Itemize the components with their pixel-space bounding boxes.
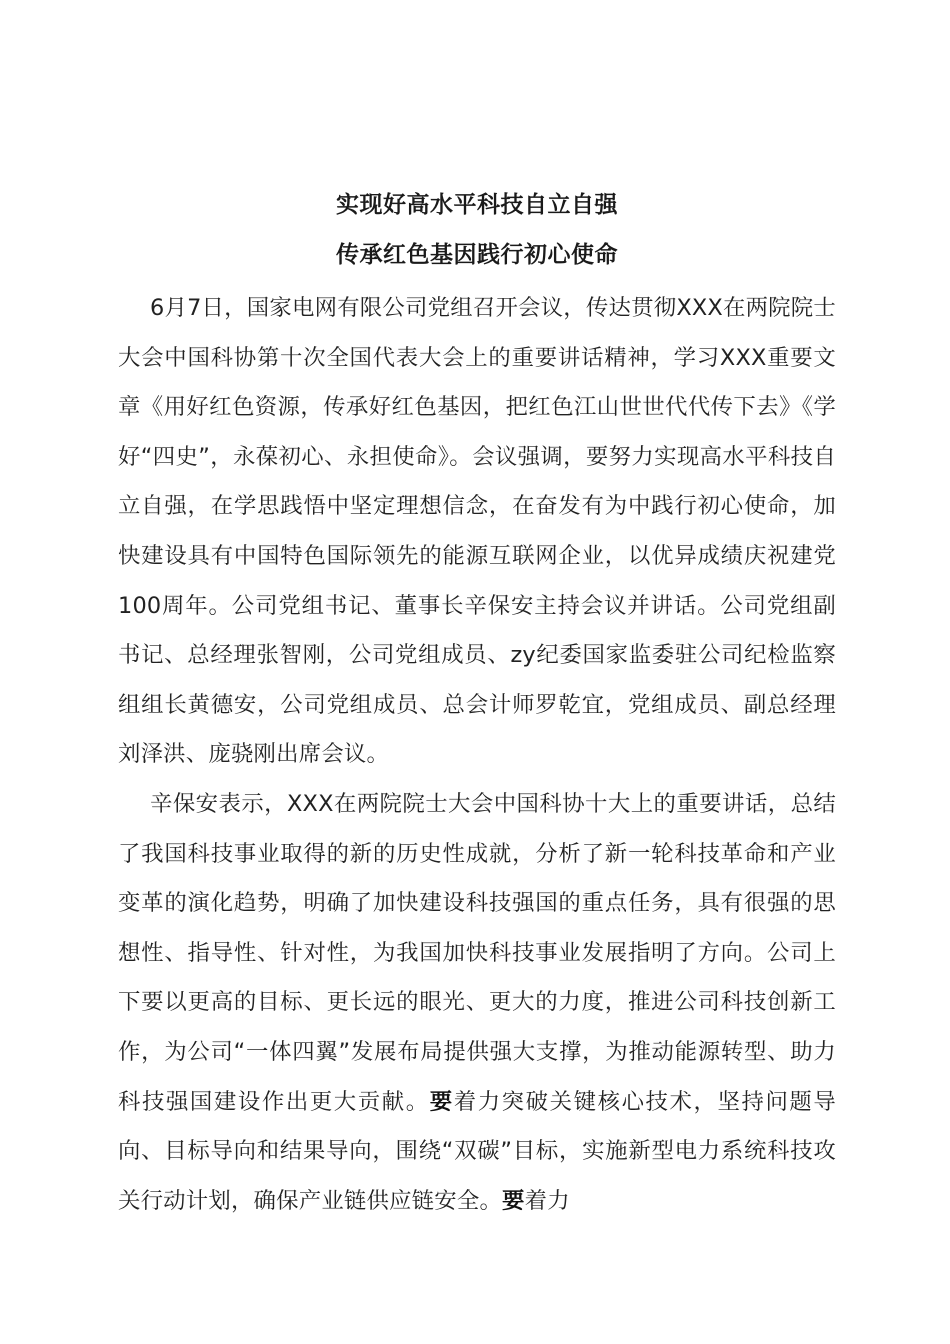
paragraph-2-text-b: 着力突破关键核心技术，坚持问题导向、目标导向和结果导向，围绕“双碳”目标，实施新型电力系统科技攻关行动计划，确保产业链供应链安全。 [118, 1088, 836, 1214]
paragraph-2 [118, 780, 836, 1226]
paragraph-2-emphasis-1: 要 [429, 1088, 454, 1115]
paragraph-2-text-a: 辛保安表示，XXX在两院院士大会中国科协十大上的重要讲话，总结了我国科技事业取得的新的历史性成就，分析了新一轮科技革命和产业变革的演化趋势，明确了加快建设科技强国的重点任务，具有很强的思想性、指导性、针对性，为我国加快科技事业发展指明了方向。公司上下要以更高的目标、更长远的眼光、更大的力度，推进公司科技创新工作，为公司“一体四翼”发展布局提供强大支撑，为推动能源转型、助力科技强国建设作出更大贡献。 [118, 790, 836, 1115]
document-body [118, 284, 836, 1226]
document-title: 实现好高水平科技自立自强 [336, 192, 618, 218]
paragraph-1: 6月7日，国家电网有限公司党组召开会议，传达贯彻XXX在两院院士大会中国科协第十次全国代表大会上的重要讲话精神，学习XXX重要文章《用好红色资源，传承好红色基因，把红色江山世世代代传下去》《学好“四史”，永葆初心、永担使命》。会议强调，要努力实现高水平科技自立自强，在学思践悟中坚定理想信念，在奋发有为中践行初心使命，加快建设具有中国特色国际领先的能源互联网企业，以优异成绩庆祝建党100周年。公司党组书记、董事长辛保安主持会议并讲话。公司党组副书记、总经理张智刚，公司党组成员、zy纪委国家监委驻公司纪检监察组组长黄德安，公司党组成员、总会计师罗乾宜，党组成员、副总经理刘泽洪、庞骁刚出席会议。 [118, 295, 836, 768]
paragraph-2-emphasis-2: 要 [502, 1187, 525, 1214]
document-subtitle: 传承红色基因践行初心使命 [336, 242, 618, 268]
paragraph-2-text-c: 着力 [524, 1187, 570, 1214]
